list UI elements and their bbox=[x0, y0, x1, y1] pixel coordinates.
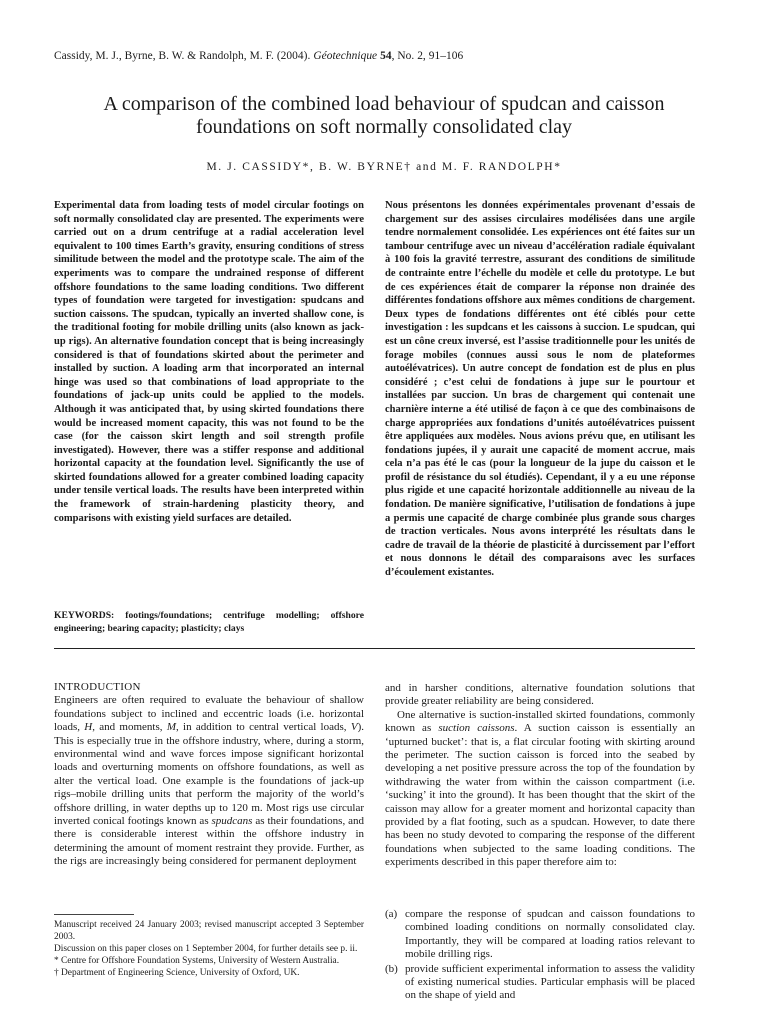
abstract-english: Experimental data from loading tests of model circular footings on soft normally consolidated clay are presented. The experiments were carried out on a drum centrifuge at a radial acceleration level equivalent to 100 times Earth’s gravity, ensuring conditions of stress similitude between the model and the prototype scale. The aim of the experiments was to compare the undrained response of different offshore foundations to the same loading conditions. Two different types of foundation were targeted for investigation: spudcans and suction caissons. The spudcan, typically an inverted shallow cone, is the traditional footing for mobile drilling units (also known as jack-up rigs). An alternative foundation concept that is being increasingly considered is that of foundations skirted about the perimeter and installed by suction. A loading arm that incorporated an internal hinge was used so that combinations of load appropriate to the foundations of jack-up units could be applied to the models. Although it was anticipated that, by using skirted foundations there would be increased moment capacity, this was not found to be the case (for the caisson skirt length and soil strength profile investigated). However, there was a stiffer response and additional horizontal capacity at the foundation level. Significantly the use of skirted foundations allowed for a greater combined loading capacity under tensile vertical loads. The results have been interpreted within the framework of strain-hardening plasticity theory, and comparisons with existing yield surfaces are detailed. bbox=[54, 200, 364, 524]
journal-volume: 54 bbox=[380, 50, 392, 62]
list-item bbox=[385, 908, 695, 962]
list-item-text: provide sufficient experimental information to assess the validity of existing numerical studies. Particular emphasis will be placed on the shape of yield and bbox=[405, 962, 695, 1002]
list-item bbox=[385, 963, 695, 1003]
footnote-received: Manuscript received 24 January 2003; revised manuscript accepted 3 September 2003. bbox=[54, 920, 364, 942]
intro-left-column bbox=[54, 681, 364, 869]
footnote-affiliation-2: † Department of Engineering Science, University of Oxford, UK. bbox=[54, 968, 300, 978]
intro-right-column bbox=[385, 682, 695, 870]
footnote-rule bbox=[54, 914, 134, 915]
abstract-french: Nous présentons les données expérimentales provenant d’essais de chargement sur des assises circulaires modélisées dans une argile tendre normalement consolidée. Les expériences ont été faites sur un tambour centrifuge avec un niveau d’accélération radiale équivalant à 100 fois la gravité terrestre, assurant des conditions de similitude de contrainte entre l’échelle du modèle et celle du prototype. Le but de ces expériences était de comparer la réponse non drainée des différentes fondations offshore aux mêmes conditions de chargement. Deux types de fondations différentes ont été ciblés pour cette investigation : les supdcans et les caissons à succion. Le spudcan, qui est un cône creux inversé, est l’assise traditionnelle pour les unités de forage mobiles (connues aussi sous le nom de plateformes autoélévatrices). Un autre concept de fondation est de plus en plus considéré ; c’est celui de fondations à jupe sur le pourtour et installées par succion. Un bras de chargement qui contenait une charnière interne a été utilisé de façon à ce que des combinaisons de charge appropriées aux fondations d’unités autoélévatrices puissent être appliquées aux modèles. Nous avions prévu que, en utilisant les fondations jupées, il y aurait une capacité de moment accrue, mais cela n’a pas été le cas (pour la longueur de la jupe du caisson et le profil de résistance du sol étudiés). Cependant, il y a eu une réponse plus rigide et une capacité horizontale additionnelle au niveau de la fondation. De manière significative, l’utilisation de fondations à jupe a permis une capacité de charge combinée plus grande sous charges de traction verticales. Nous avons interprété les résultats dans le cadre de travail de la théorie de plasticité à durcissement par l’effort et nous donnons le détail des comparaisons avec les surfaces d’écoulement existantes. bbox=[385, 200, 695, 579]
footnote-affiliation-1: * Centre for Offshore Foundation Systems, University of Western Australia. bbox=[54, 956, 340, 966]
title-line-2: foundations on soft normally consolidated clay bbox=[195, 116, 573, 138]
aims-list bbox=[385, 908, 695, 1004]
footnotes bbox=[54, 919, 364, 979]
section-divider bbox=[54, 648, 695, 649]
footnote-discussion: Discussion on this paper closes on 1 September 2004, for further details see p. ii. bbox=[54, 944, 358, 954]
list-item-text: compare the response of spudcan and caisson foundations to combined loading conditions on normally consolidated clay. Importantly, they will be compared at loading ratios relevant to mobile drilling rigs. bbox=[405, 908, 695, 961]
paper-title bbox=[40, 93, 728, 139]
intro-paragraph-2: One alternative is suction-installed skirted foundations, commonly known as suction caissons. A suction caisson is essentially an ‘upturned bucket’: that is, a flat circular footing with skirting around the perimeter. The suction caisson is forced into the seabed by developing a net positive pressure across the top of the foundation by withdrawing the water from within the caisson compartment (i.e. ‘sucking’ it into the ground). It has been thought that the skirt of the caisson may allow for a greater moment and horizontal capacity than provided by a flat footing, such as a spudcan. However, to date there has been no study devoted to comparing the response of the different foundations when subjected to the same loading conditions. The experiments described in this paper therefore aim to: bbox=[385, 708, 695, 869]
intro-paragraph-1: Engineers are often required to evaluate the behaviour of shallow foundations subject to inclined and eccentric loads (i.e. horizontal loads, H, and moments, M, in addition to central vertical loads, V). This is especially true in the offshore industry, where, during a storm, environmental wind and wave forces impose significant horizontal loads and overturning moments on offshore foundations, as well as alter the vertical load. One example is the foundations of jack-up rigs–mobile drilling units that perform the majority of the world’s offshore drilling, in water depths up to 120 m. Most rigs use circular inverted conical footings known as spudcans as their foundations, and there is considerable interest within the offshore industry in determining the amount of moment restraint they provide. Further, as the rigs are increasingly being considered for permanent deployment bbox=[54, 694, 364, 868]
section-heading: INTRODUCTION bbox=[54, 681, 141, 693]
list-marker: (a) bbox=[385, 908, 398, 920]
list-marker: (b) bbox=[385, 962, 398, 975]
journal-issue-pages: , No. 2, 91–106 bbox=[391, 50, 464, 62]
title-line-1: A comparison of the combined load behaviour of spudcan and caisson bbox=[103, 93, 665, 115]
intro-paragraph-continued: and in harsher conditions, alternative foundation solutions that provide greater reliability are being considered. bbox=[385, 682, 695, 708]
citation-line bbox=[54, 50, 463, 62]
citation-authors: Cassidy, M. J., Byrne, B. W. & Randolph, M. F. (2004). bbox=[54, 50, 311, 62]
journal-name: Géotechnique bbox=[313, 50, 378, 62]
keywords: KEYWORDS: footings/foundations; centrifuge modelling; offshore engineering; bearing capacity; plasticity; clays bbox=[54, 610, 364, 634]
author-list: M. J. CASSIDY*, B. W. BYRNE† and M. F. RANDOLPH* bbox=[206, 161, 562, 173]
